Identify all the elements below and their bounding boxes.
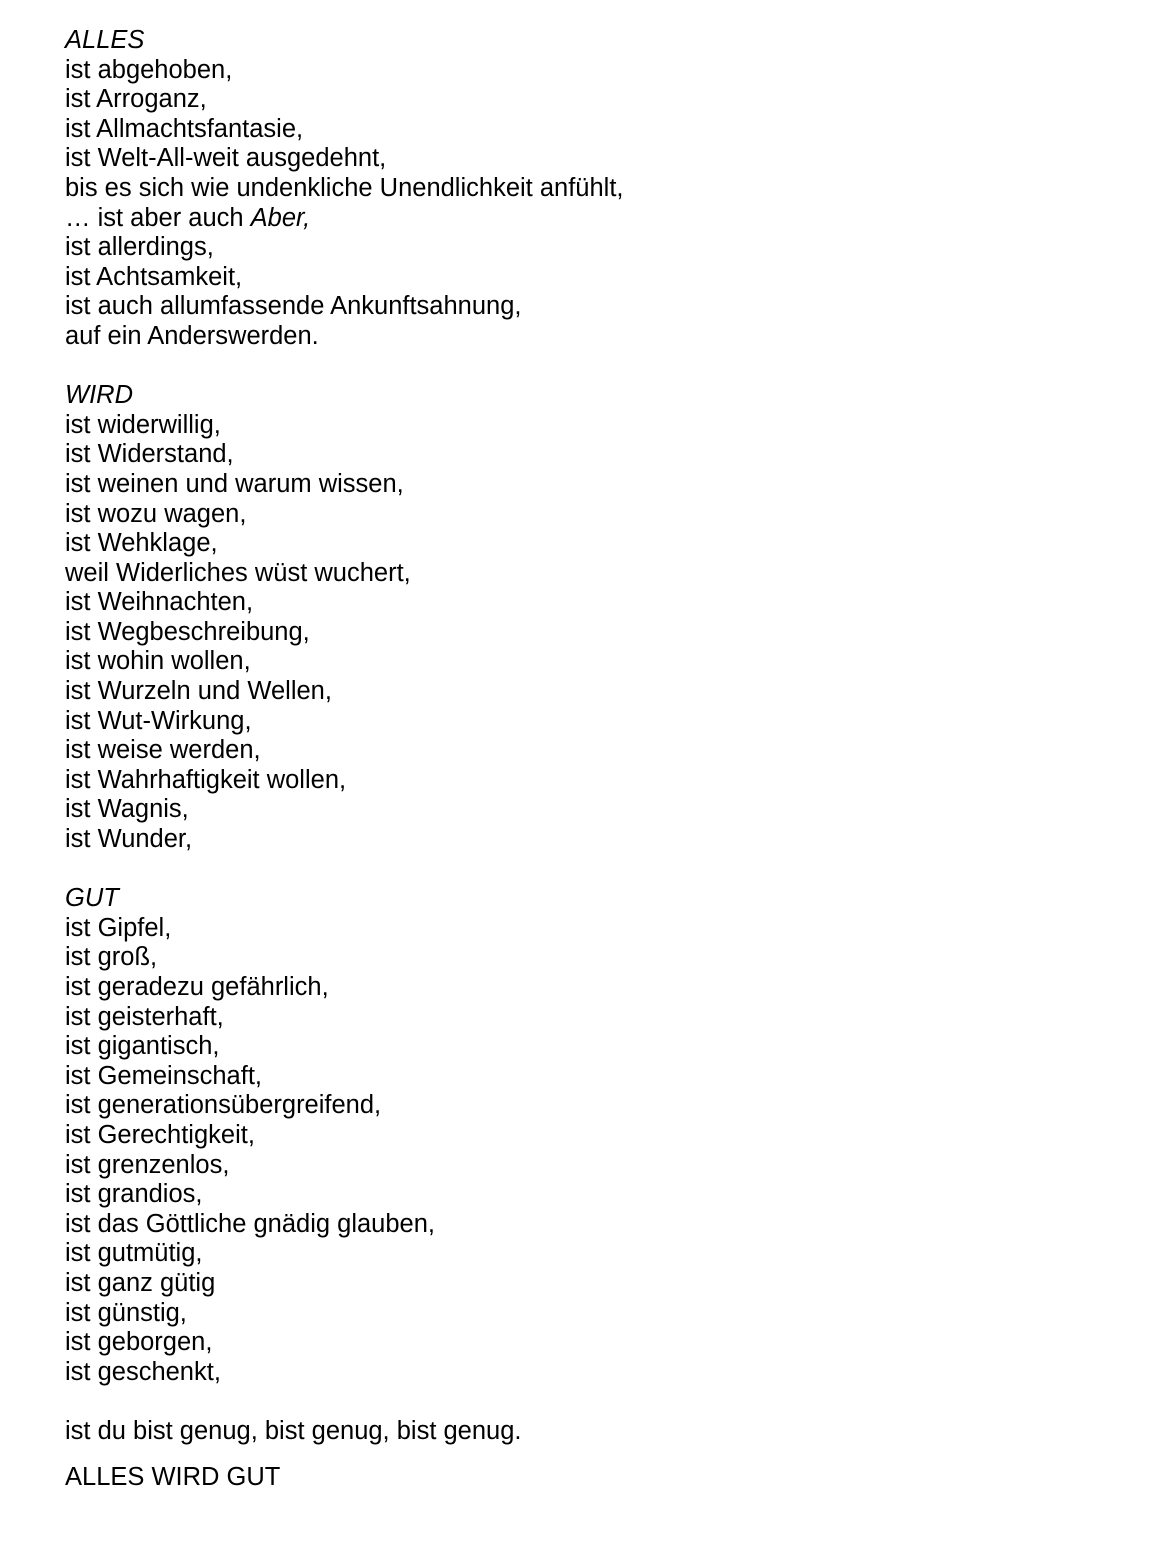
stanza-heading: WIRD: [65, 381, 133, 410]
poem-line: ist Gerechtigkeit,: [65, 1120, 255, 1149]
poem-line: ist widerwillig,: [65, 410, 221, 439]
poem-line: auf ein Anderswerden.: [65, 321, 319, 350]
poem-line: ist Wehklage,: [65, 529, 218, 558]
stanza-gut: [65, 884, 624, 1387]
poem-line: ist Allmachtsfantasie,: [65, 114, 304, 143]
poem-line: ist geradezu gefährlich,: [65, 973, 329, 1001]
final-line: ALLES WIRD GUT: [65, 1462, 281, 1491]
aber-word: Aber,: [250, 203, 311, 232]
closing-line: ist du bist genug, bist genug, bist genug.: [65, 1416, 522, 1445]
poem-line: ist Arroganz,: [65, 85, 207, 114]
poem-line: ist günstig,: [65, 1298, 187, 1327]
poem-line: ist Weihnachten,: [65, 588, 254, 617]
stanza-gap: [65, 1387, 624, 1417]
poem-line: ist Wahrhaftigkeit wollen,: [65, 765, 347, 794]
aber-prefix: … ist aber auch: [65, 203, 251, 232]
poem-line: ist gutmütig,: [65, 1239, 203, 1268]
poem-line: ist groß,: [65, 943, 158, 972]
poem-line: ist abgehoben,: [65, 55, 233, 84]
stanza-gap: [65, 352, 624, 382]
poem-line: ist auch allumfassende Ankunftsahnung,: [65, 292, 522, 321]
poem-line: ist Welt-All-weit ausgedehnt,: [65, 144, 387, 173]
poem-line: ist Widerstand,: [65, 440, 234, 469]
poem-line: ist geschenkt,: [65, 1357, 221, 1386]
poem-line: ist gigantisch,: [65, 1032, 220, 1061]
poem-line: ist Wut-Wirkung,: [65, 706, 252, 735]
poem-line: ist weinen und warum wissen,: [65, 469, 404, 498]
poem-line: ist grandios,: [65, 1180, 203, 1209]
stanza-heading: ALLES: [65, 26, 145, 54]
poem-line: ist Gipfel,: [65, 913, 172, 942]
poem-line: ist wozu wagen,: [65, 499, 247, 528]
poem-line: ist geisterhaft,: [65, 1002, 224, 1031]
poem-line-aber: [65, 204, 624, 234]
stanza-alles: [65, 26, 624, 352]
poem-line: ist grenzenlos,: [65, 1150, 230, 1179]
stanza-gap: [65, 1447, 624, 1463]
poem-line: ist das Göttliche gnädig glauben,: [65, 1209, 435, 1238]
poem-line: ist weise werden,: [65, 736, 261, 765]
poem-line: ist wohin wollen,: [65, 647, 251, 676]
poem-line: ist generationsübergreifend,: [65, 1091, 382, 1120]
poem: [65, 26, 624, 1492]
poem-line: ist Gemeinschaft,: [65, 1061, 262, 1090]
poem-line: ist geborgen,: [65, 1328, 213, 1357]
poem-line: ist allerdings,: [65, 233, 214, 262]
poem-line: ist Wegbeschreibung,: [65, 617, 310, 646]
poem-line: bis es sich wie undenkliche Unendlichkeit anfühlt,: [65, 173, 624, 202]
poem-line: ist ganz gütig: [65, 1268, 216, 1297]
poem-line: ist Achtsamkeit,: [65, 262, 243, 291]
poem-line: ist Wurzeln und Wellen,: [65, 677, 332, 706]
poem-line: ist Wagnis,: [65, 795, 189, 824]
stanza-gap: [65, 855, 624, 885]
poem-line: weil Widerliches wüst wuchert,: [65, 558, 411, 587]
stanza-wird: [65, 381, 624, 855]
stanza-heading: GUT: [65, 884, 119, 913]
poem-line: ist Wunder,: [65, 825, 193, 854]
